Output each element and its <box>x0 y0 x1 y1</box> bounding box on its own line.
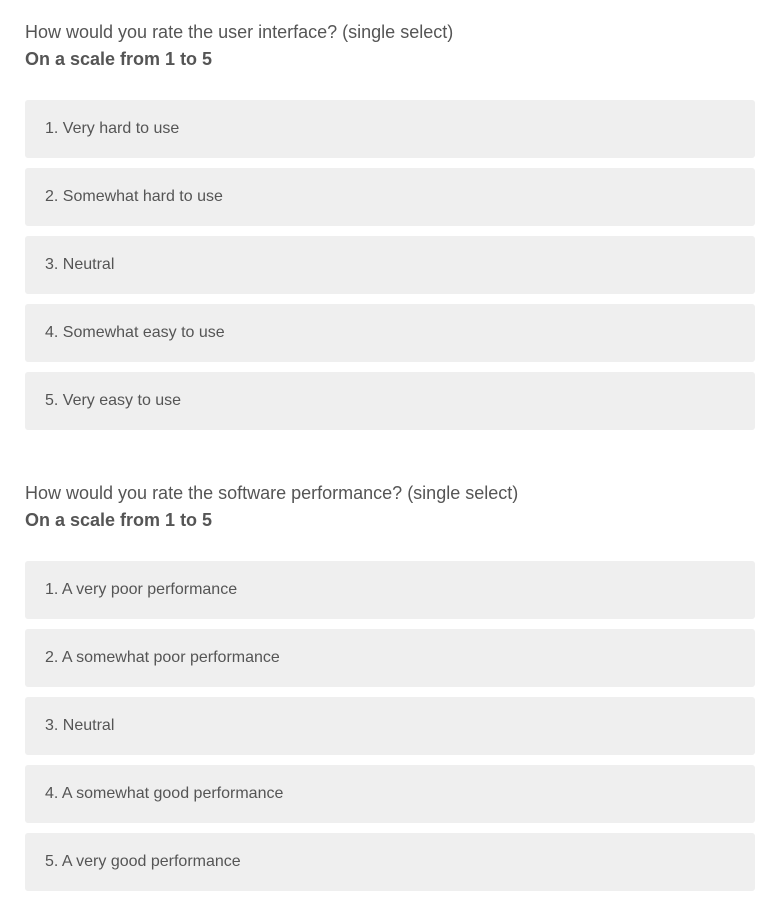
option-list <box>25 100 755 430</box>
question-title: How would you rate the software performance? (single select) <box>25 483 519 503</box>
option-neutral[interactable]: 3. Neutral <box>25 236 755 294</box>
question-subtitle: On a scale from 1 to 5 <box>25 49 213 69</box>
option-list <box>25 561 755 891</box>
option-somewhat-easy-to-use[interactable]: 4. Somewhat easy to use <box>25 304 755 362</box>
option-very-hard-to-use[interactable]: 1. Very hard to use <box>25 100 755 158</box>
option-somewhat-poor-performance[interactable]: 2. A somewhat poor performance <box>25 629 755 687</box>
option-very-good-performance[interactable]: 5. A very good performance <box>25 833 755 891</box>
question-software-performance <box>25 430 755 891</box>
option-somewhat-hard-to-use[interactable]: 2. Somewhat hard to use <box>25 168 755 226</box>
question-title: How would you rate the user interface? (single select) <box>25 22 454 42</box>
option-very-easy-to-use[interactable]: 5. Very easy to use <box>25 372 755 430</box>
option-somewhat-good-performance[interactable]: 4. A somewhat good performance <box>25 765 755 823</box>
question-user-interface <box>25 0 755 430</box>
option-neutral[interactable]: 3. Neutral <box>25 697 755 755</box>
question-subtitle: On a scale from 1 to 5 <box>25 510 213 530</box>
option-very-poor-performance[interactable]: 1. A very poor performance <box>25 561 755 619</box>
